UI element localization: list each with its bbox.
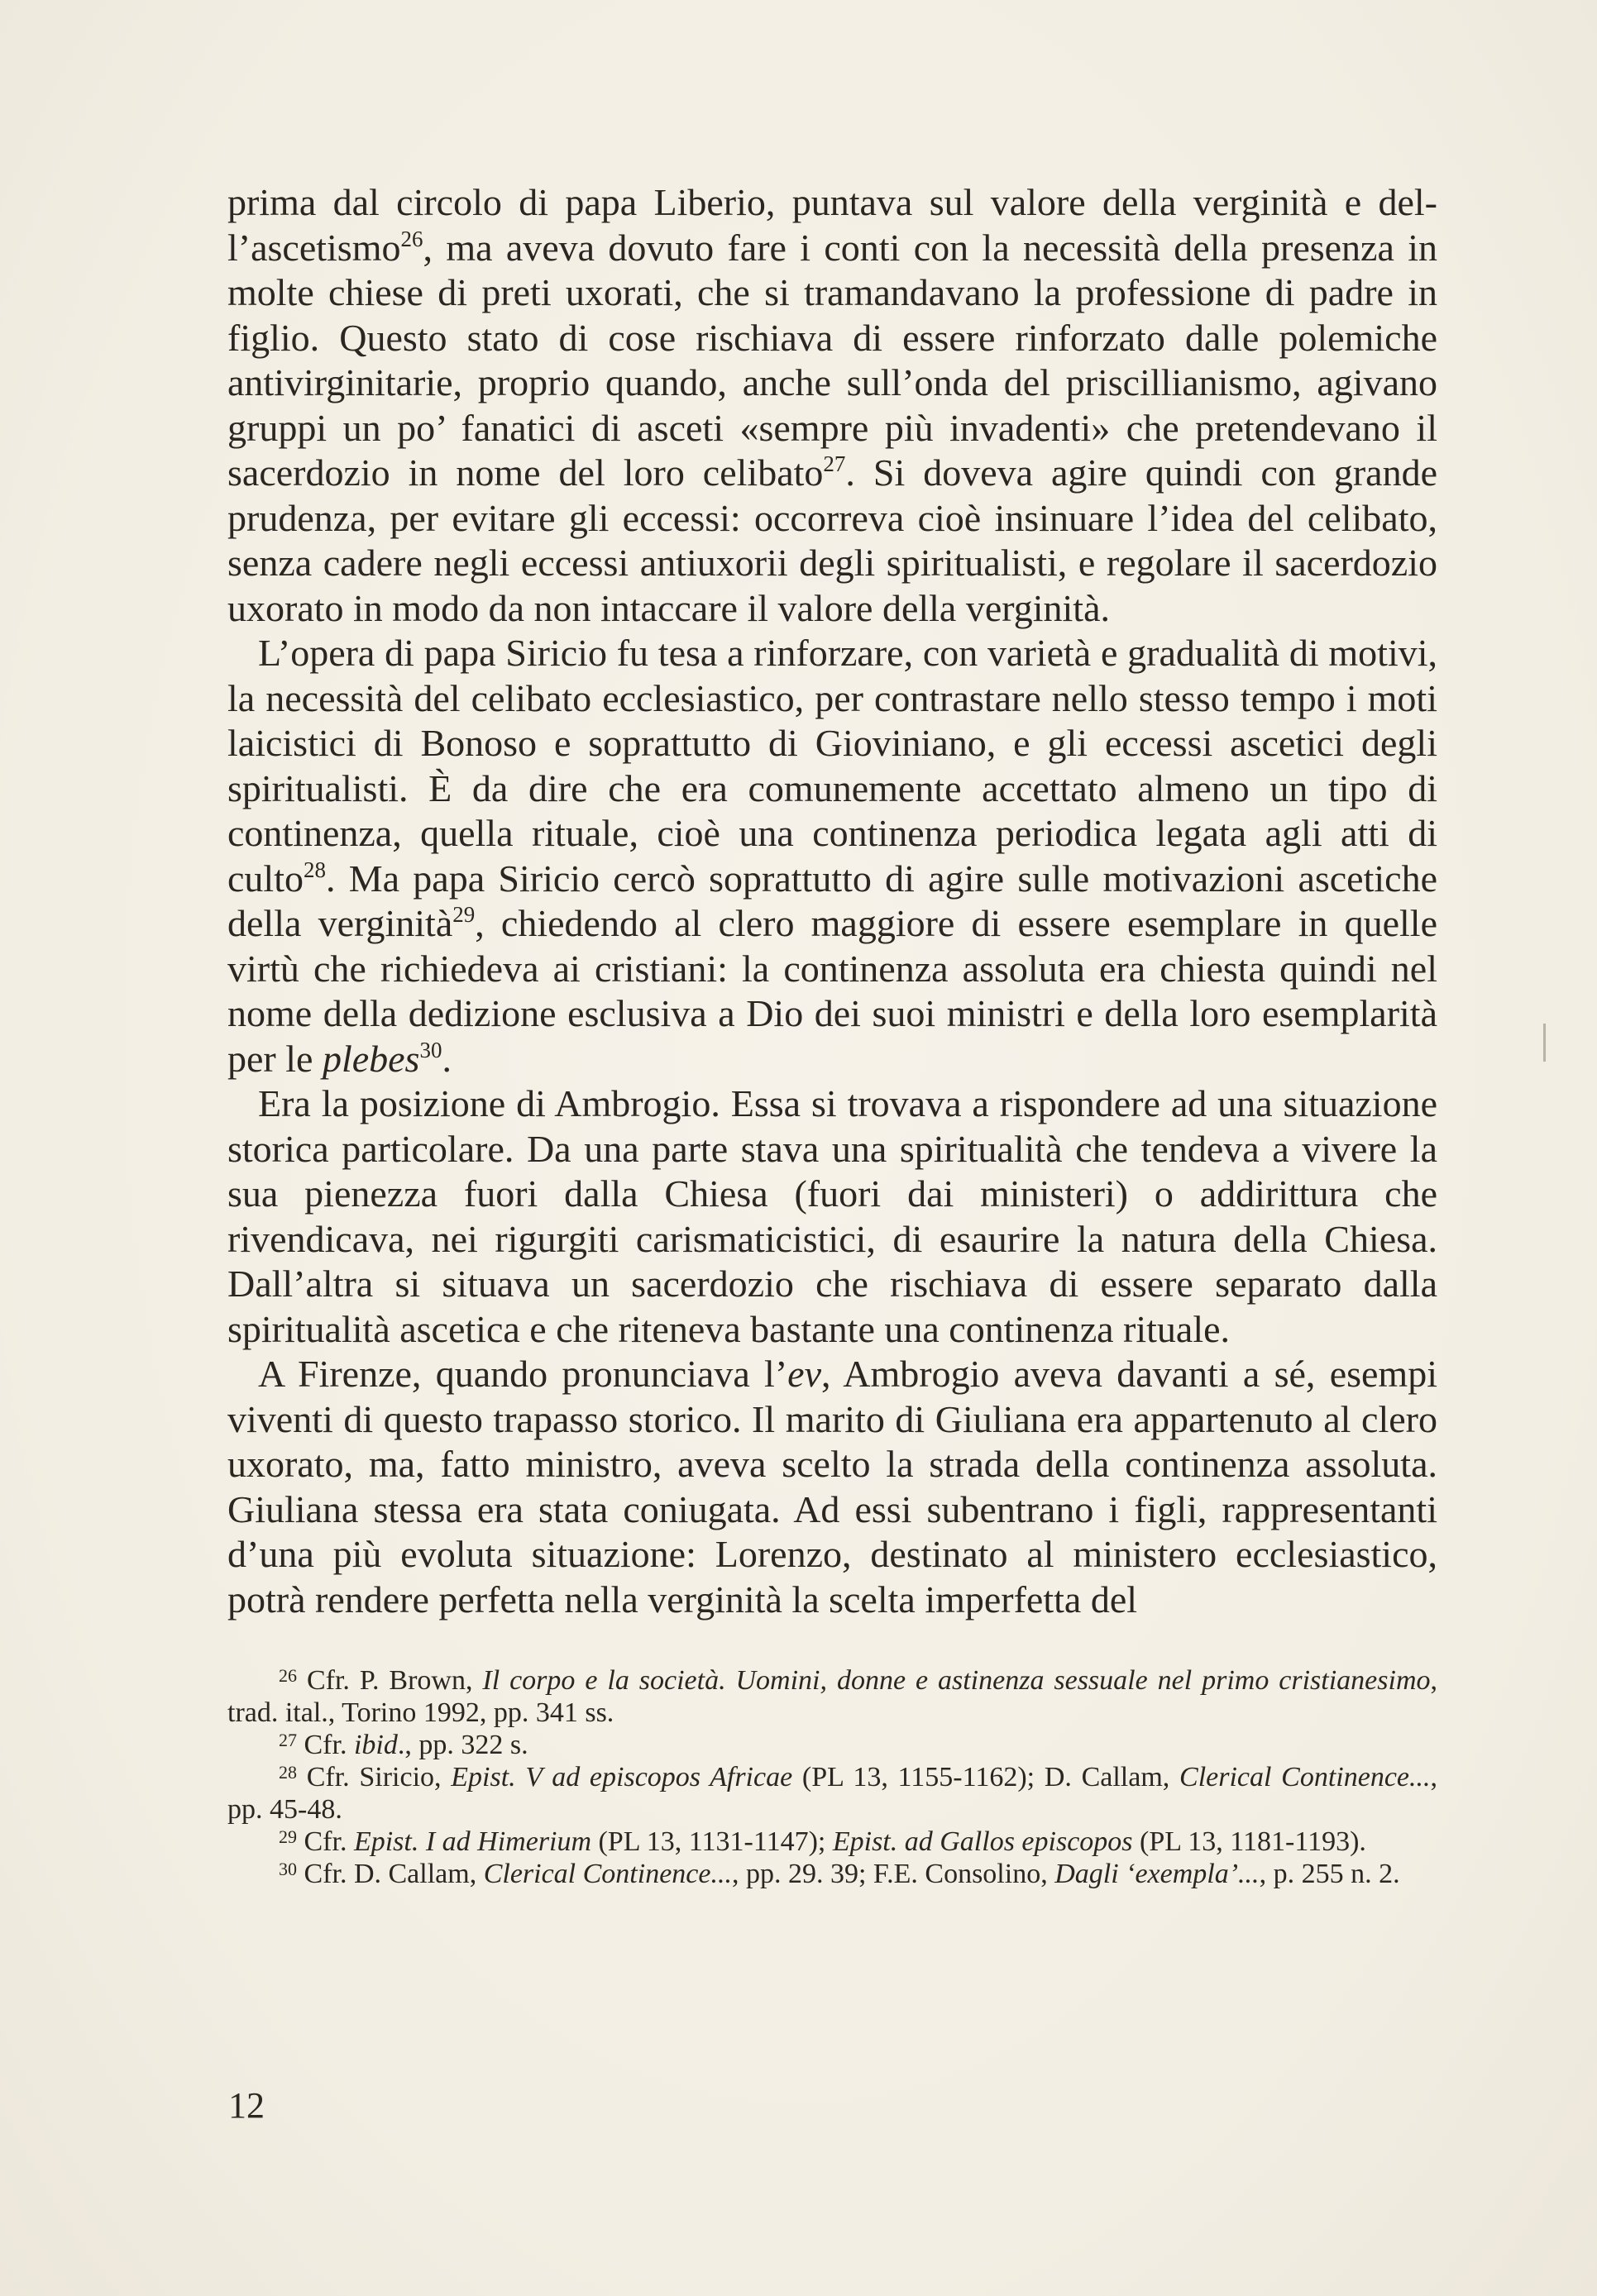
text-run: , p. 255 n. 2. [1259,1859,1400,1889]
text-run: , chiedendo al clero maggiore di essere esemplare in quelle virtù che richiedeva ai cristiani: la continenza assoluta era chiesta quindi nel nome della dedizione esclusiva a Dio dei suoi ministri e della loro esemplarità per le [227,902,1438,1080]
italic-text: Clerical Continence... [483,1859,732,1889]
footnote-number: 29 [279,1826,297,1847]
text-run: (PL 13, 1155-1162); D. Callam, [792,1762,1180,1792]
body-text [227,180,1437,1622]
text-run: Cfr. [304,1826,354,1857]
text-run: , trad. ital., Torino 1992, pp. 341 ss. [227,1665,1437,1728]
paragraph [227,1081,1437,1352]
italic-text: Il corpo e la società. Uomini, donne e astinenza sessuale nel primo cristianesimo [482,1665,1431,1696]
text-run: prima dal circolo di papa Liberio, puntava sul valore della verginità e dell’ascetismo [227,181,1437,269]
italic-text: ibid [353,1730,398,1760]
text-run: Cfr. P. Brown, [306,1665,483,1696]
footnote-ref: 28 [303,857,326,882]
text-run: , pp. 29. 39; F.E. Consolino, [731,1859,1055,1889]
italic-text: Epist. I ad Himerium [353,1826,592,1857]
footnote-number: 26 [279,1665,297,1686]
paragraph [227,1352,1437,1622]
text-run: Era la posizione di Ambrogio. Essa si trovava a rispondere ad una situazione storica particolare. Da una parte stava una spiritualità che tendeva a vivere la sua pienezza fuori dalla Chiesa (fuori dai ministeri) o addirittura che rivendicava, nei rigurgiti carismaticistici, di esaurire la natura della Chiesa. Dall’altra si situava un sacerdozio che rischiava di essere separato dalla spiritualità ascetica e che riteneva bastante una continenza rituale. [227,1082,1437,1350]
footnote-ref: 30 [419,1037,442,1062]
footnote [227,1858,1437,1890]
footnote [227,1761,1437,1826]
text-run: Cfr. Siricio, [306,1762,452,1792]
footnote-number: 27 [279,1730,297,1750]
footnote [227,1664,1437,1729]
italic-text: Clerical Continence... [1179,1762,1431,1792]
italic-text: ev [787,1353,821,1395]
page-number: 12 [228,2085,265,2126]
text-run: A Firenze, quando pronunciava l’ [258,1353,788,1395]
footnote-ref: 27 [823,451,846,476]
footnote-number: 30 [279,1859,297,1879]
margin-mark [1543,1024,1546,1062]
text-run: . [442,1037,452,1080]
text-run: , Ambrogio aveva davanti a sé, esempi viventi di questo trapasso storico. Il marito di Giuliana era appartenuto al clero uxorato, ma, fatto ministro, aveva scelto la strada della continenza assoluta. Giuliana stessa era stata coniugata. Ad essi subentrano i figli, rappresentanti d’una più evoluta situazione: Lorenzo, destinato al ministero ecclesiastico, potrà rendere perfetta nella verginità la scelta imperfetta del [227,1353,1437,1621]
text-run: (PL 13, 1181-1193). [1132,1826,1366,1857]
text-run: , ma aveva dovuto fare i conti con la necessità della presenza in molte chiese di preti uxorati, che si tramandavano la professione di padre in figlio. Questo stato di cose rischiava di essere rinforzato dalle polemiche antivirginitarie, proprio quando, anche sull’onda del priscillianismo, agivano gruppi un po’ fanatici di asceti «sempre più invadenti» che pretendevano il sacerdozio in nome del loro celibato [227,226,1437,494]
footnote-number: 28 [279,1762,297,1783]
text-run: Cfr. [304,1730,354,1760]
paragraph [227,631,1437,1081]
text-run: ., pp. 322 s. [397,1730,528,1760]
italic-text: Dagli ‘exempla’... [1054,1859,1260,1889]
italic-text: plebes [322,1037,420,1080]
italic-text: Epist. ad Gallos episcopos [832,1826,1133,1857]
text-run: L’opera di papa Siricio fu tesa a rinforzare, con varietà e gradualità di motivi, la necessità del celibato ecclesiastico, per contrastare nello stesso tempo i moti laicistici di Bonoso e soprattutto di Gioviniano, e gli eccessi ascetici degli spiritualisti. È da dire che era comunemente accettato almeno un tipo di continenza, quella rituale, cioè una continenza periodica legata agli atti di culto [227,632,1437,900]
footnote [227,1729,1437,1761]
footnote-ref: 29 [452,902,476,927]
text-run: Cfr. D. Callam, [304,1859,484,1889]
text-run: . Ma papa Siricio cercò soprattutto di agire sulle motivazioni ascetiche della verginità [227,857,1437,944]
text-run: , pp. 45-48. [227,1762,1437,1825]
text-run: (PL 13, 1131-1147); [591,1826,833,1857]
text-run: . Si doveva agire quindi con grande prudenza, per evitare gli eccessi: occorreva cioè insinuare l’idea del celibato, senza cadere negli eccessi antiuxorii degli spiritualisti, e regolare il sacerdozio uxorato in modo da non intaccare il valore della verginità. [227,451,1437,629]
footnote [227,1826,1437,1858]
footnotes [227,1664,1437,1890]
italic-text: Epist. V ad episcopos Africae [451,1762,793,1792]
paragraph [227,180,1437,631]
footnote-ref: 26 [400,226,423,251]
